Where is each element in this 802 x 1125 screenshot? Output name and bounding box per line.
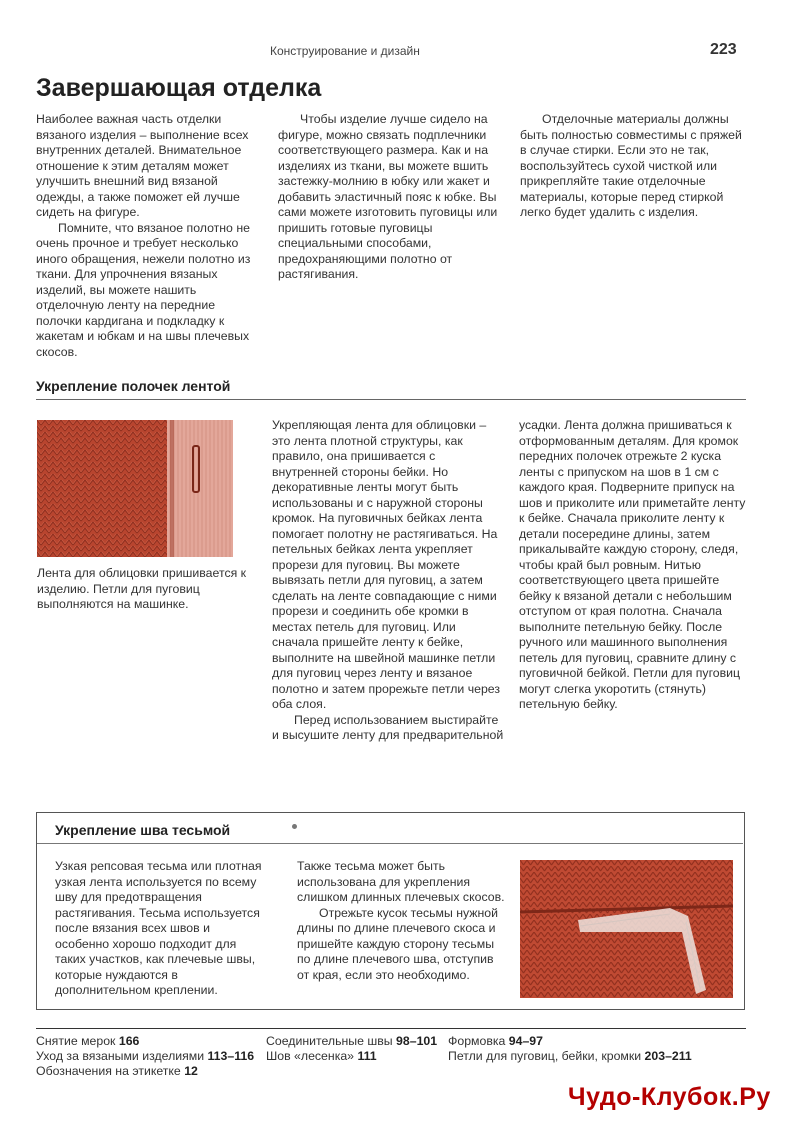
facing-tape-photo xyxy=(37,420,233,557)
paragraph: Узкая репсовая тесьма или плотная узкая лента используется по всему шву для предотвращения растягивания. Тесьма используется после вязания всех швов и особенно хорошо подходит для таких участков, как плечевые швы, которые нуждаются в дополнительном креплении. xyxy=(55,859,262,997)
cross-reference: Петли для пуговиц, бейки, кромки 203–211 xyxy=(448,1049,692,1063)
cross-reference-column-3 xyxy=(448,1034,692,1064)
paragraph: усадки. Лента должна пришиваться к отформованным деталям. Для кромок передних полочек отрежьте 2 куска ленты с припуском на шов в 1 см с каждого края. Подверните припуск на шов и приколите или приметайте ленту к бейке. Сначала приколите ленту к детали посередине длины, затем прикалывайте каждую сторону, следя, чтобы край был ровным. Нитью соответствующего цвета пришейте бейку к вязаной детали с небольшим отступом от края полотна. Сначала выполните петельную бейку. После ручного или машинного выполнения петель для пуговиц, сравните длину с пуговичной бейкой. Петли для пуговиц могут слегка укоротить (стянуть) петельную бейку. xyxy=(519,418,746,711)
cross-reference-column-1 xyxy=(36,1034,266,1079)
page-number: 223 xyxy=(710,41,737,58)
section1-column-2 xyxy=(272,418,504,744)
paragraph: Наиболее важная часть отделки вязаного изделия – выполнение всех внутренних деталей. Внимательное отношение к этим деталям может улучшить внешний вид вязаной одежды, а также поможет ей лучше сидеть на фигуре. xyxy=(36,112,249,219)
paragraph: Помните, что вязаное полотно не очень прочное и требует несколько иного обращения, нежели полотно из ткани. Для упрочнения вязаных изделий, вы можете нашить отделочную ленту на передние полочки кардигана и подкладку к жакетам и юбкам и на швы плечевых скосов. xyxy=(36,220,251,359)
sidebar-column-1 xyxy=(55,859,265,999)
running-header: Конструирование и дизайн xyxy=(270,44,420,58)
site-watermark: Чудо-Клубок.Ру xyxy=(568,1083,771,1111)
sidebar-column-2 xyxy=(297,859,505,983)
intro-column-2 xyxy=(278,112,504,283)
cross-reference: Шов «лесенка» 111 xyxy=(266,1049,377,1063)
cross-reference: Снятие мерок 166 xyxy=(36,1034,140,1048)
section-rule xyxy=(36,399,746,400)
photo-caption: Лента для облицовки пришивается к изделию. Петли для пуговиц выполняются на машинке. xyxy=(37,566,247,611)
cross-reference: Уход за вязаными изделиями 113–116 xyxy=(36,1049,255,1063)
intro-column-1 xyxy=(36,112,264,360)
paragraph: Также тесьма может быть использована для укрепления слишком длинных плечевых скосов. xyxy=(297,859,505,904)
cross-reference-column-2 xyxy=(266,1034,446,1064)
paragraph: Отделочные материалы должны быть полностью совместимы с пряжей в случае стирки. Если это не так, воспользуйтесь сухой чисткой или прикрепляйте такие отделочные материалы, которые перед стиркой легко будет удалить с изделия. xyxy=(520,112,742,219)
bullet-dot-icon xyxy=(292,824,297,829)
section1-column-3 xyxy=(519,418,751,713)
cross-reference: Соединительные швы 98–101 xyxy=(266,1034,438,1048)
page-title: Завершающая отделка xyxy=(36,74,322,102)
paragraph: Укрепляющая лента для облицовки – это лента плотной структуры, как правило, она пришивается с внутренней стороны бейки. Но декоративные ленты могут быть использованы и с наружной стороны кромок. На пуговичных бейках лента помогает полотну не растягиваться. На петельных бейках лента укрепляет прорези для пуговиц. Вы можете вывязать петли для пуговиц, а затем сделать на ленте совпадающие с ними прорези и соединить обе кромки в местах петель для пуговиц. Или сначала пришейте ленту к бейке, выполните на швейной машинке петли для пуговиц через ленту и вязаное полотно и затем прорежьте петли через оба слоя. xyxy=(272,418,500,711)
cross-reference: Обозначения на этикетке 12 xyxy=(36,1064,198,1078)
paragraph: Перед использованием выстирайте и высушите ленту для предварительной xyxy=(272,712,504,742)
footer-rule xyxy=(36,1028,746,1029)
section-heading-seam-tape: Укрепление шва тесьмой xyxy=(55,822,231,838)
section-heading-facing-tape: Укрепление полочек лентой xyxy=(36,378,231,394)
paragraph: Чтобы изделие лучше сидело на фигуре, можно связать подплечники соответствующего размера. Как и на изделиях из ткани, вы можете вшить застежку-молнию в юбку или жакет и добавить эластичный пояс к юбке. Вы сами можете изготовить пуговицы или пришить готовые пуговицы специальными способами, предохраняющими полотно от растягивания. xyxy=(278,112,498,281)
cross-reference: Формовка 94–97 xyxy=(448,1034,543,1048)
paragraph: Отрежьте кусок тесьмы нужной длины по длине плечевого скоса и пришейте каждую сторону тесьмы по длине плечевого шва, отступив от края, если это необходимо. xyxy=(297,905,499,982)
intro-column-3 xyxy=(520,112,750,221)
seam-tape-photo xyxy=(520,860,733,998)
